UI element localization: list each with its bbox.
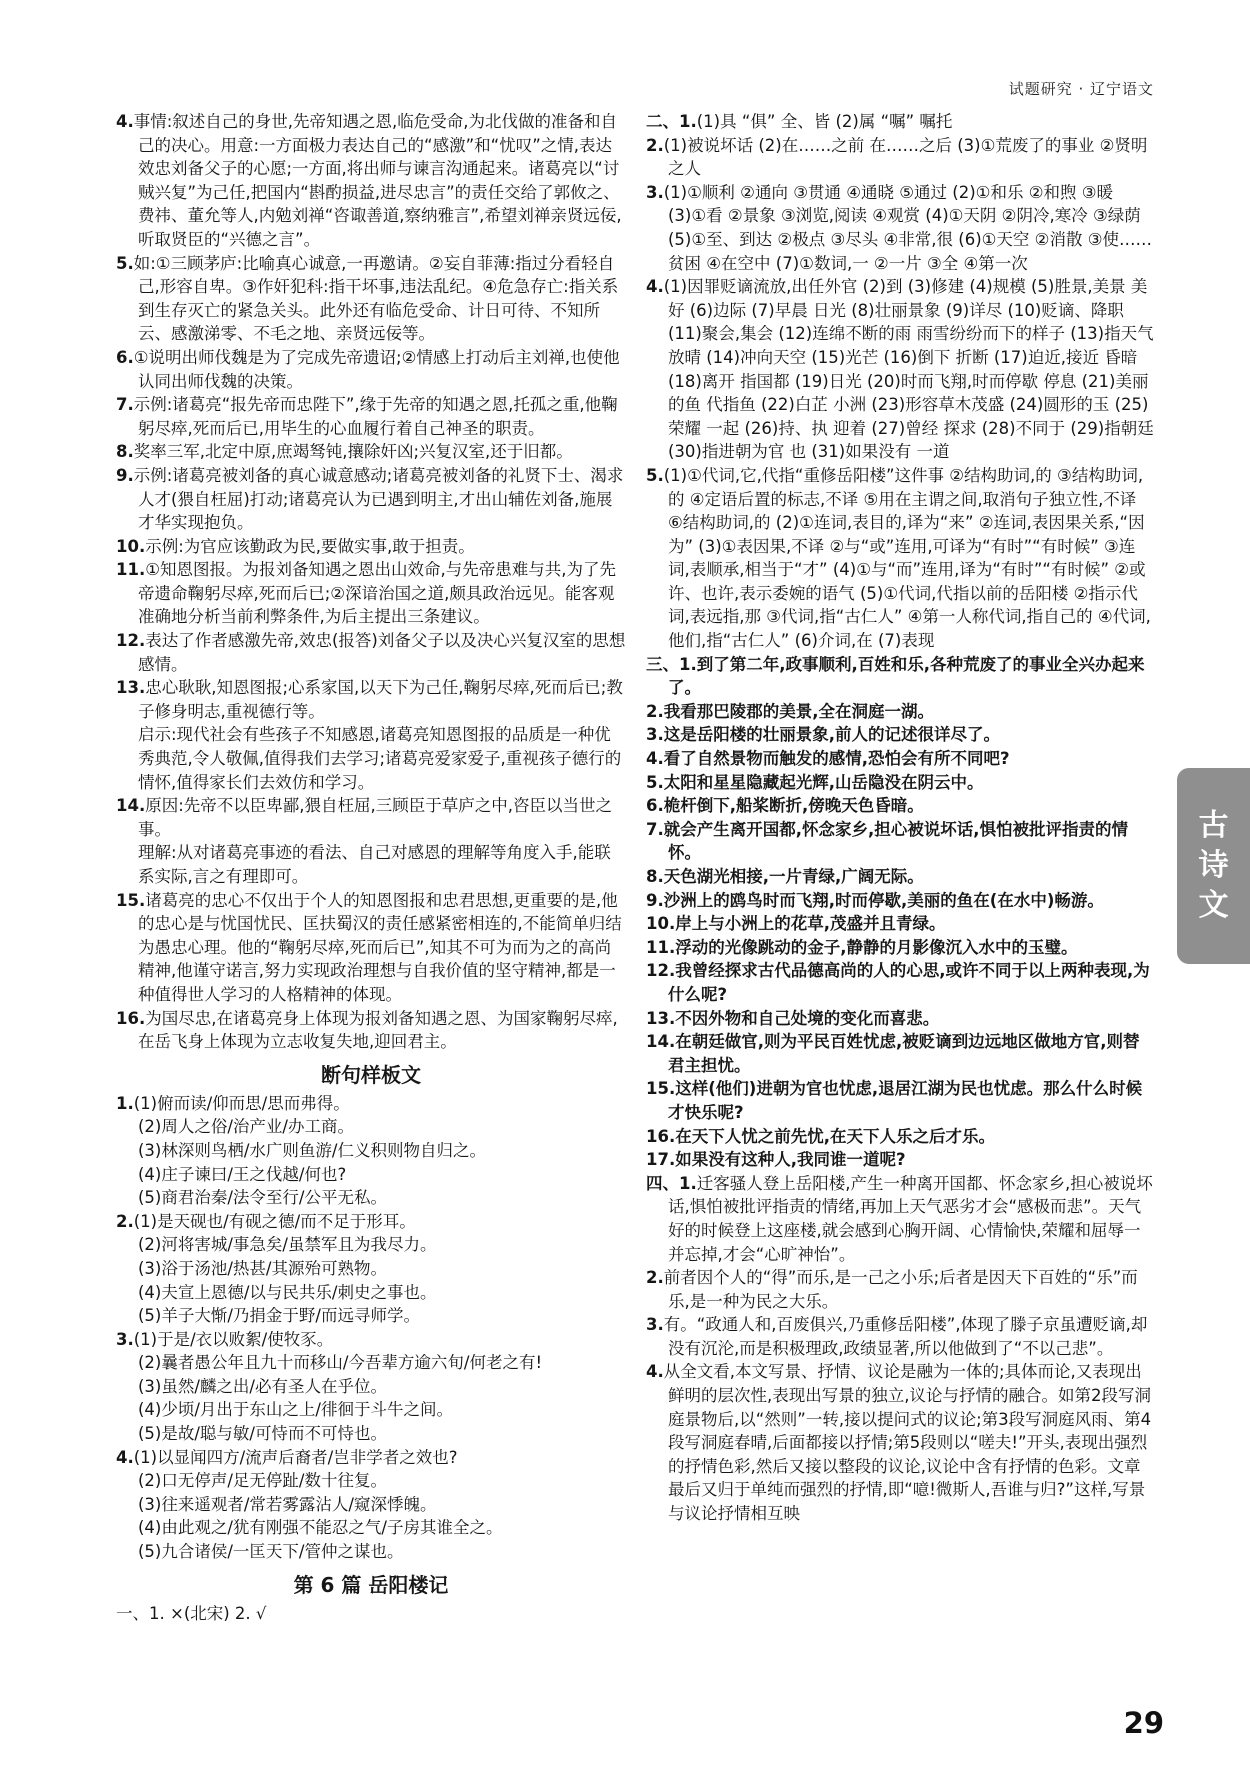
answer-number: 15. [116, 890, 146, 910]
answer-number: 3. [646, 182, 664, 202]
section-title: 断句样板文 [321, 1062, 421, 1087]
answer-text: 示例:诸葛亮“报先帝而忠陛下”,缘于先帝的知遇之恩,托孤之重,他鞠躬尽瘁,死而后已,用毕生的心血履行着自己神圣的职责。 [133, 395, 618, 438]
duanju-line [116, 1163, 626, 1187]
answer-text: (3)虽然/麟之出/必有圣人在乎位。 [138, 1376, 387, 1396]
answer-text: 沙洲上的鸥鸟时而飞翔,时而停歇,美丽的鱼在(在水中)畅游。 [663, 890, 1104, 910]
answer-number: 15. [646, 1079, 676, 1099]
answer-text: (1)俯而读/仰而思/思而弗得。 [133, 1093, 350, 1113]
answer-number: 7. [646, 819, 664, 839]
answer-item [116, 629, 626, 676]
answer-item [646, 464, 1154, 653]
answer-number: 1. [116, 1093, 134, 1113]
answer-item [646, 889, 1154, 913]
duanju-line [116, 1092, 626, 1116]
answer-item [646, 1077, 1154, 1124]
duanju-line [116, 1328, 626, 1352]
answer-item [646, 700, 1154, 724]
answer-text: 如果没有这种人,我同谁一道呢? [675, 1150, 906, 1170]
answer-item [646, 1030, 1154, 1077]
answer-number: 8. [646, 867, 664, 886]
answer-text: ①说明出师伐魏是为了完成先帝遗诏;②情感上打动后主刘禅,也使他认同出师伐魏的决策。 [133, 347, 620, 391]
answer-text: (3)往来遥观者/常若雾露沾人/窥深悸魄。 [138, 1494, 437, 1514]
section-tab-char: 古 [1198, 808, 1229, 843]
answer-item [116, 393, 626, 440]
answer-number: 三、1. [646, 654, 697, 674]
answer-text: 浮动的光像跳动的金子,静静的月影像沉入水中的玉璧。 [675, 937, 1078, 957]
answer-item [646, 653, 1154, 700]
answer-number: 12. [116, 631, 146, 651]
answer-text: 这样(他们)进朝为官也忧虑,退居江湖为民也忧虑。那么什么时候才快乐呢? [668, 1079, 1143, 1122]
answer-number: 6. [116, 347, 134, 367]
answer-text: (2)口无停声/足无停趾/数十往复。 [138, 1471, 387, 1491]
answer-text: 岸上与小洲上的花草,茂盛并且青绿。 [675, 914, 946, 934]
answer-text: (1)被说坏话 (2)在……之前 在……之后 (3)①荒废了的事业 ②贤明之人 [663, 135, 1148, 179]
answer-text: 天色湖光相接,一片青绿,广阔无际。 [663, 867, 924, 886]
answer-text: ①知恩图报。为报刘备知遇之恩出山效命,与先帝患难与共,为了先帝遗命鞠躬尽瘁,死而后已;②深谙治国之道,颇具政治远见。能客观准确地分析当前利弊条件,为后主提出三条建议。 [138, 560, 617, 627]
answer-item [116, 464, 626, 535]
answer-text: 诸葛亮的忠心不仅出于个人的知恩图报和忠君思想,更重要的是,他的忠心是与忧国忧民、匡扶蜀汉的责任感紧密相连的,不能简单归结为愚忠心理。他的“鞠躬尽瘁,死而后已”,知其不可为而为之的高尚精神,他谨守诺言,努力实现政治理想与自我价值的坚守精神,都是一种值得世人学习的人格精神的体现。 [138, 890, 622, 1004]
answer-text: 如:①三顾茅庐:比喻真心诚意,一再邀请。②妄自菲薄:指过分看轻自己,形容自卑。③作奸犯科:指干坏事,违法乱纪。④危急存亡:指关系到生存灭亡的紧急关头。此外还有临危受命、计日可待、不知所云、感激涕零、不毛之地、亲贤远佞等。 [133, 253, 619, 344]
duanju-line [116, 1139, 626, 1163]
answer-text: 就会产生离开国都,怀念家乡,担心被说坏话,惧怕被批评指责的情怀。 [663, 819, 1129, 863]
answer-text: (1)因罪贬谪流放,出任外官 (2)到 (3)修建 (4)规模 (5)胜景,美景 美好 (6)边际 (7)早晨 日光 (8)壮丽景象 (9)详尽 (10)贬谪、降职 (11)聚会,集会 (12)连绵不断的雨 雨雪纷纷而下的样子 (13)指天气放晴 (14)冲向天空 (15)光芒 (16)倒下 折断 (17)迫近,接近 昏暗 (18)离开 指国都 (19)日光 (20)时而飞翔,时而停歇 停息 (21)美丽的鱼 代指鱼 (22)白芷 小洲 (23)形容草木茂盛 (24)圆形的玉 (25)荣耀 一起 (26)持、执 迎着 (27)曾经 探求 (28)不同于 (29)指朝廷 (30)指进朝为官 也 (31)如果没有 一道 [663, 277, 1154, 462]
chapter-title: 第 6 篇 岳阳楼记 [293, 1572, 449, 1597]
answer-text: 有。“政通人和,百废俱兴,乃重修岳阳楼”,体现了滕子京虽遭贬谪,却没有沉沦,而是积极理政,政绩显著,所以他做到了“不以己悲”。 [663, 1315, 1148, 1358]
answer-text: 我曾经探求古代品德高尚的人的心思,或许不同于以上两种表现,为什么呢? [668, 961, 1150, 1004]
duanju-line [116, 1233, 626, 1257]
answer-item [646, 771, 1154, 795]
answer-text: 迁客骚人登上岳阳楼,产生一种离开国都、怀念家乡,担心被说坏话,惧怕被批评指责的情绪,再加上天气恶劣才会“感极而悲”。天气好的时候登上这座楼,就会感到心胸开阔、心情愉快,荣耀和屈辱一并忘掉,才会“心旷神怡”。 [668, 1173, 1153, 1264]
answer-item [646, 110, 1154, 134]
answer-number: 16. [646, 1126, 676, 1146]
page-header: 试题研究 · 辽宁语文 [1008, 80, 1154, 98]
answer-number: 10. [116, 536, 146, 556]
answer-text: (2)周人之俗/治产业/办工商。 [138, 1117, 354, 1137]
answer-item [646, 1266, 1154, 1313]
answer-text: (3)浴于汤池/热甚/其源殆可熟物。 [138, 1258, 387, 1278]
answer-number: 2. [646, 701, 664, 721]
answer-number: 17. [646, 1150, 676, 1170]
answer-text: (1)是天砚也/有砚之德/而不足于形耳。 [133, 1211, 416, 1231]
answer-item [116, 535, 626, 559]
answer-number: 2. [646, 135, 664, 155]
page-number: 29 [1123, 1706, 1164, 1740]
answer-subparagraph: 理解:从对诸葛亮事迹的看法、自己对感恩的理解等角度入手,能联系实际,言之有理即可。 [138, 843, 611, 886]
left-column [116, 110, 626, 1625]
duanju-line [116, 1422, 626, 1446]
answer-item [116, 440, 626, 464]
answer-item [646, 912, 1154, 936]
answer-text: 桅杆倒下,船桨断折,傍晚天色昏暗。 [663, 796, 924, 816]
answer-text: 为国尽忠,在诸葛亮身上体现为报刘备知遇之恩、为国家鞠躬尽瘁,在岳飞身上体现为立志收复失地,迎回君主。 [138, 1008, 618, 1052]
answer-text: (4)夫宣上恩德/以与民共乐/刺史之事也。 [138, 1282, 437, 1302]
answer-item [116, 676, 626, 723]
answer-item: 一、1. ×(北宋) 2. √ [116, 1603, 267, 1623]
answer-number: 3. [116, 1329, 134, 1349]
answer-text: 前者因个人的“得”而乐,是一己之小乐;后者是因天下百姓的“乐”而乐,是一种为民之大乐。 [663, 1268, 1138, 1311]
answer-number: 14. [646, 1032, 676, 1052]
answer-number: 5. [646, 465, 664, 485]
answer-item [646, 134, 1154, 181]
answer-number: 14. [116, 796, 146, 816]
answer-number: 5. [646, 772, 664, 792]
answer-item [116, 1007, 626, 1054]
answer-number: 9. [116, 465, 134, 485]
answer-text: (1)以显闻四方/流声后裔者/岂非学者之效也? [133, 1447, 458, 1467]
answer-text: (1)①顺利 ②通向 ③贯通 ④通晓 ⑤通过 (2)①和乐 ②和煦 ③暖 (3)①看 ②景象 ③浏览,阅读 ④观赏 (4)①天阴 ②阴冷,寒冷 ③绿荫 (5)①至、到达 ②极点 ③尽头 ④非常,很 (6)①天空 ②消散 ③使……贫困 ④在空中 (7)①数词,一 ②一片 ③全 ④第一次 [663, 182, 1153, 273]
answer-number: 3. [646, 1315, 664, 1335]
duanju-line [116, 1115, 626, 1139]
section-tab [1177, 768, 1250, 964]
answer-number: 4. [646, 749, 664, 769]
answer-item [646, 1172, 1154, 1266]
duanju-line [116, 1446, 626, 1470]
answer-text: (1)①代词,它,代指“重修岳阳楼”这件事 ②结构助词,的 ③结构助词,的 ④定语后置的标志,不译 ⑤用在主谓之间,取消句子独立性,不译 ⑥结构助词,的 (2)①连词,表目的,译为“来” ②连词,表因果关系,“因为” (3)①表因果,不译 ②与“或”连用,可译为“有时”“有时候” ③连词,表顺承,相当于“才” (4)①与“而”连用,译为“有时”“有时候” ②或许、也许,表示委婉的语气 (5)①代词,代指以前的岳阳楼 ②指示代词,表远指,那 ③代词,指“古仁人” ④第一人称代词,指自己的 ④代词,他们,指“古仁人” (6)介词,在 (7)表现 [663, 465, 1151, 651]
answer-number: 7. [116, 395, 134, 415]
answer-number: 2. [116, 1211, 134, 1231]
answer-number: 10. [646, 914, 676, 934]
answer-item [116, 889, 626, 1007]
duanju-line [116, 1257, 626, 1281]
answer-item [646, 747, 1154, 771]
right-column [646, 110, 1154, 1526]
answer-text: 忠心耿耿,知恩图报;心系家国,以天下为己任,鞠躬尽瘁,死而后已;教子修身明志,重视德行等。 [138, 678, 623, 721]
answer-text: (5)商君治秦/法令至行/公平无私。 [138, 1188, 387, 1208]
answer-text: 看了自然景物而触发的感情,恐怕会有所不同吧? [663, 749, 1010, 769]
answer-text: (1)于是/衣以败絮/使牧豕。 [133, 1329, 334, 1349]
answer-text: (2)河将害城/事急矣/虽禁军且为我尽力。 [138, 1235, 437, 1255]
answer-number: 4. [646, 1362, 664, 1382]
answer-item [116, 794, 626, 841]
answer-number: 16. [116, 1008, 146, 1028]
answer-item [646, 818, 1154, 865]
answer-number: 6. [646, 796, 664, 816]
section-tab-char: 诗 [1198, 848, 1229, 883]
answer-item [646, 1007, 1154, 1031]
answer-text: 到了第二年,政事顺利,百姓和乐,各种荒废了的事业全兴办起来了。 [668, 654, 1145, 698]
answer-subparagraph: 启示:现代社会有些孩子不知感恩,诸葛亮知恩图报的品质是一种优秀典范,令人敬佩,值得我们去学习;诸葛亮爱家爱子,重视孩子德行的情怀,值得家长们去效仿和学习。 [138, 725, 622, 792]
answer-number: 5. [116, 253, 134, 273]
duanju-line [116, 1351, 626, 1375]
answer-item [646, 865, 1154, 889]
answer-number: 4. [116, 1447, 134, 1467]
answer-number: 二、1. [646, 112, 697, 131]
answer-number: 8. [116, 442, 134, 462]
duanju-line [116, 1186, 626, 1210]
answer-number: 3. [646, 725, 664, 745]
answer-text: 在天下人忧之前先忧,在天下人乐之后才乐。 [675, 1126, 996, 1146]
answer-text: (5)是故/聪与敏/可恃而不可恃也。 [138, 1424, 387, 1444]
answer-item [646, 936, 1154, 960]
answer-number: 13. [116, 678, 146, 698]
duanju-line [116, 1469, 626, 1493]
answer-item [646, 1313, 1154, 1360]
answer-item [646, 1148, 1154, 1172]
answer-number: 4. [116, 112, 134, 131]
answer-item [646, 1360, 1154, 1525]
section-tab-char: 文 [1198, 888, 1229, 923]
answer-text: 奖率三军,北定中原,庶竭驽钝,攘除奸凶;兴复汉室,还于旧都。 [133, 442, 573, 462]
answer-text: 太阳和星星隐藏起光辉,山岳隐没在阴云中。 [663, 772, 984, 792]
answer-text: (2)曩者愚公年且九十而移山/今吾辈方逾六旬/何老之有! [138, 1353, 543, 1373]
answer-text: 示例:为官应该勤政为民,要做实事,敢于担责。 [145, 536, 475, 556]
answer-text: 在朝廷做官,则为平民百姓忧虑,被贬谪到边远地区做地方官,则替君主担忧。 [668, 1032, 1140, 1075]
answer-text: (4)少顷/月出于东山之上/徘徊于斗牛之间。 [138, 1400, 453, 1420]
answer-text: 不因外物和自己处境的变化而喜悲。 [675, 1008, 940, 1028]
answer-item [646, 959, 1154, 1006]
answer-number: 12. [646, 961, 676, 981]
answer-item [116, 346, 626, 393]
answer-text: 示例:诸葛亮被刘备的真心诚意感动;诸葛亮被刘备的礼贤下士、渴求人才(猥自枉屈)打动;诸葛亮认为已遇到明主,才出山辅佐刘备,施展才华实现抱负。 [133, 465, 624, 533]
duanju-line [116, 1516, 626, 1540]
answer-item [646, 181, 1154, 275]
answer-text: 表达了作者感激先帝,效忠(报答)刘备父子以及决心兴复汉室的思想感情。 [138, 631, 626, 674]
duanju-line [116, 1540, 626, 1564]
answer-text: (1)具 “俱” 全、皆 (2)属 “嘱” 嘱托 [696, 112, 953, 131]
answer-number: 11. [646, 937, 676, 957]
duanju-line [116, 1281, 626, 1305]
answer-item [646, 1125, 1154, 1149]
duanju-line [116, 1398, 626, 1422]
answer-text: 我看那巴陵郡的美景,全在洞庭一湖。 [663, 701, 935, 721]
answer-number: 4. [646, 277, 664, 297]
duanju-line [116, 1210, 626, 1234]
answer-number: 四、1. [646, 1173, 697, 1193]
answer-text: 从全文看,本文写景、抒情、议论是融为一体的;具体而论,又表现出鲜明的层次性,表现出写景的独立,议论与抒情的融合。如第2段写洞庭景物后,以“然则”一转,接以提问式的议论;第3段写洞庭风雨、第4段写洞庭春晴,后面都接以抒情;第5段则以“嗟夫!”开头,表现出强烈的抒情色彩,然后又接以整段的议论,议论中含有抒情的色彩。文章最后又归于单纯而强烈的抒情,即“噫!微斯人,吾谁与归?”这样,写景与议论抒情相互映 [663, 1362, 1152, 1524]
answer-number: 13. [646, 1008, 676, 1028]
answer-text: (4)庄子谏曰/王之伐越/何也? [138, 1164, 347, 1184]
duanju-line [116, 1304, 626, 1328]
answer-text: 原因:先帝不以臣卑鄙,猥自枉屈,三顾臣于草庐之中,咨臣以当世之事。 [138, 796, 613, 839]
answer-text: (3)林深则鸟栖/水广则鱼游/仁义积则物自归之。 [138, 1140, 486, 1160]
answer-number: 11. [116, 560, 146, 580]
answer-text: (4)由此观之/犹有刚强不能忍之气/子房其谁全之。 [138, 1518, 503, 1538]
answer-item [116, 252, 626, 346]
duanju-line [116, 1375, 626, 1399]
answer-item [646, 723, 1154, 747]
answer-item [116, 110, 626, 252]
answer-number: 9. [646, 890, 664, 910]
answer-item [646, 794, 1154, 818]
answer-item [116, 558, 626, 629]
answer-text: (5)九合诸侯/一匡天下/管仲之谋也。 [138, 1542, 404, 1562]
answer-text: 事情:叙述自己的身世,先帝知遇之恩,临危受命,为北伐做的准备和自己的决心。用意:一方面极力表达自己的“感激”和“忧叹”之情,表达效忠刘备父子的心愿;一方面,将出师与谏言沟通起来。诸葛亮以“讨贼兴复”为己任,把国内“斟酌损益,进尽忠言”的责任交给了郭攸之、费祎、董允等人,内勉刘禅“咨诹善道,察纳雅言”,希望刘禅亲贤远佞,听取贤臣的“兴德之言”。 [133, 112, 622, 249]
duanju-line [116, 1493, 626, 1517]
answer-text: 这是岳阳楼的壮丽景象,前人的记述很详尽了。 [663, 725, 1001, 745]
answer-text: (5)羊子大惭/乃捐金于野/而远寻师学。 [138, 1306, 420, 1326]
answer-item [646, 275, 1154, 464]
answer-number: 2. [646, 1268, 664, 1288]
